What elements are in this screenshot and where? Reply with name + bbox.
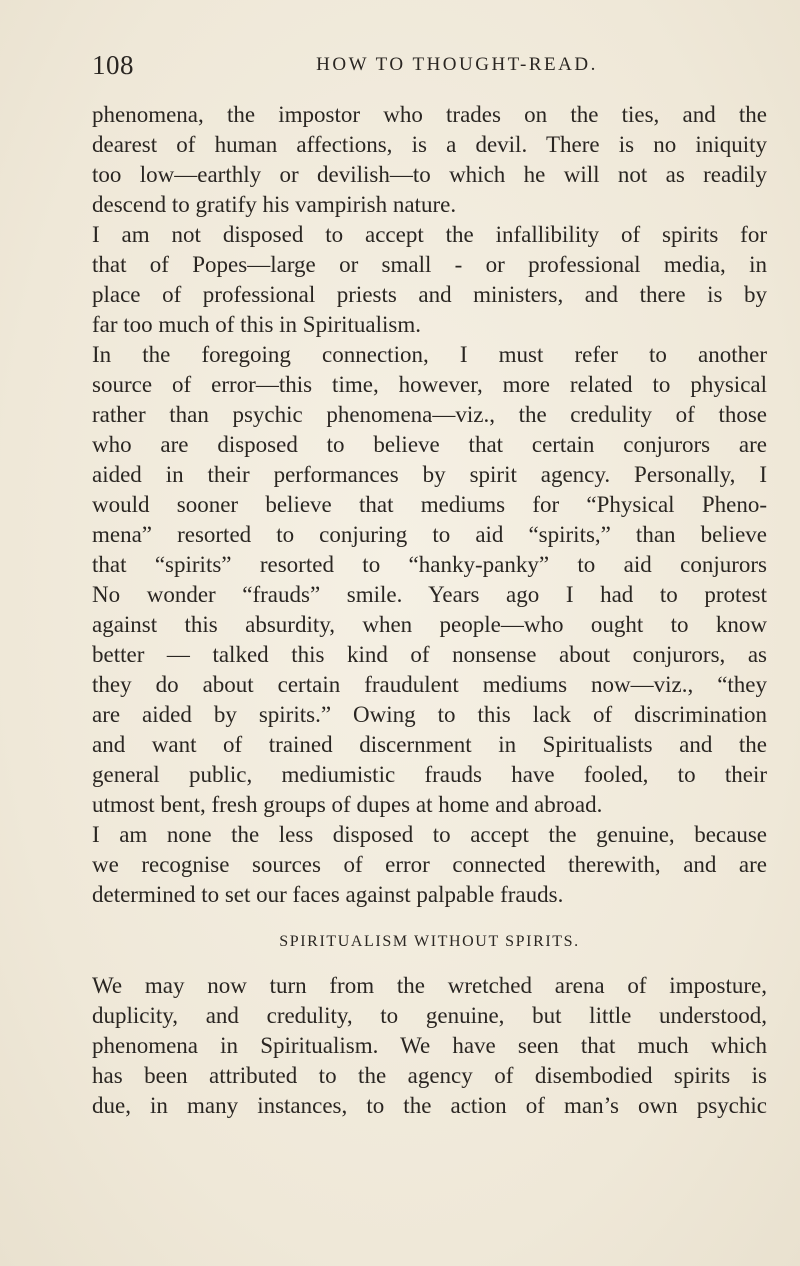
section-heading: SPIRITUALISM WITHOUT SPIRITS. (279, 933, 580, 950)
text-line: rather than psychic phenomena—viz., the credulity of those (92, 402, 767, 427)
text-line: against this absurdity, when people—who ought to know (92, 612, 767, 637)
text-line: utmost bent, fresh groups of dupes at home and abroad. (92, 792, 603, 817)
text-line: dearest of human affections, is a devil. There is no iniquity (92, 132, 767, 157)
paragraph-4 (92, 820, 767, 910)
text-line: and want of trained discernment in Spiritualists and the (92, 732, 767, 757)
text-line: descend to gratify his vampirish nature. (92, 192, 457, 217)
text-line: they do about certain fraudulent mediums now—viz., “they (92, 672, 767, 697)
text-line: phenomena in Spiritualism. We have seen that much which (92, 1033, 767, 1058)
page-number: 108 (92, 50, 134, 80)
text-line: too low—earthly or devilish—to which he will not as readily (92, 162, 767, 187)
paragraph-1 (92, 100, 767, 220)
running-head: HOW TO THOUGHT-READ. (316, 54, 598, 75)
text-line: far too much of this in Spiritualism. (92, 312, 421, 337)
text-line: general public, mediumistic frauds have fooled, to their (92, 762, 767, 787)
text-line: we recognise sources of error connected therewith, and are (92, 852, 767, 877)
text-line: that “spirits” resorted to “hanky-panky” to aid conjurors (92, 552, 767, 577)
text-line: that of Popes—large or small - or professional media, in (92, 252, 767, 277)
text-line: better — talked this kind of nonsense about conjurors, as (92, 642, 767, 667)
paragraph-2 (92, 220, 767, 340)
text-line: phenomena, the impostor who trades on the ties, and the (92, 102, 767, 127)
text-line: determined to set our faces against palpable frauds. (92, 882, 564, 907)
body-text (92, 100, 767, 1121)
paragraph-3 (92, 340, 767, 820)
paragraph-5 (92, 971, 767, 1121)
text-line: are aided by spirits.” Owing to this lack of discrimination (92, 702, 767, 727)
text-line: I am none the less disposed to accept the genuine, because (92, 822, 767, 847)
text-line: place of professional priests and ministers, and there is by (92, 282, 767, 307)
text-line: duplicity, and credulity, to genuine, but little understood, (92, 1003, 767, 1028)
text-line: I am not disposed to accept the infallibility of spirits for (92, 222, 767, 247)
text-line: has been attributed to the agency of disembodied spirits is (92, 1063, 767, 1088)
text-line: No wonder “frauds” smile. Years ago I had to protest (92, 582, 767, 607)
text-line: source of error—this time, however, more related to physical (92, 372, 767, 397)
page-header (92, 50, 740, 90)
text-line: aided in their performances by spirit agency. Personally, I (92, 462, 767, 487)
text-line: would sooner believe that mediums for “Physical Pheno- (92, 492, 767, 517)
text-line: In the foregoing connection, I must refer to another (92, 342, 767, 367)
text-line: due, in many instances, to the action of man’s own psychic (92, 1093, 767, 1118)
text-line: who are disposed to believe that certain conjurors are (92, 432, 767, 457)
text-line: We may now turn from the wretched arena of imposture, (92, 973, 767, 998)
text-line: mena” resorted to conjuring to aid “spirits,” than believe (92, 522, 767, 547)
